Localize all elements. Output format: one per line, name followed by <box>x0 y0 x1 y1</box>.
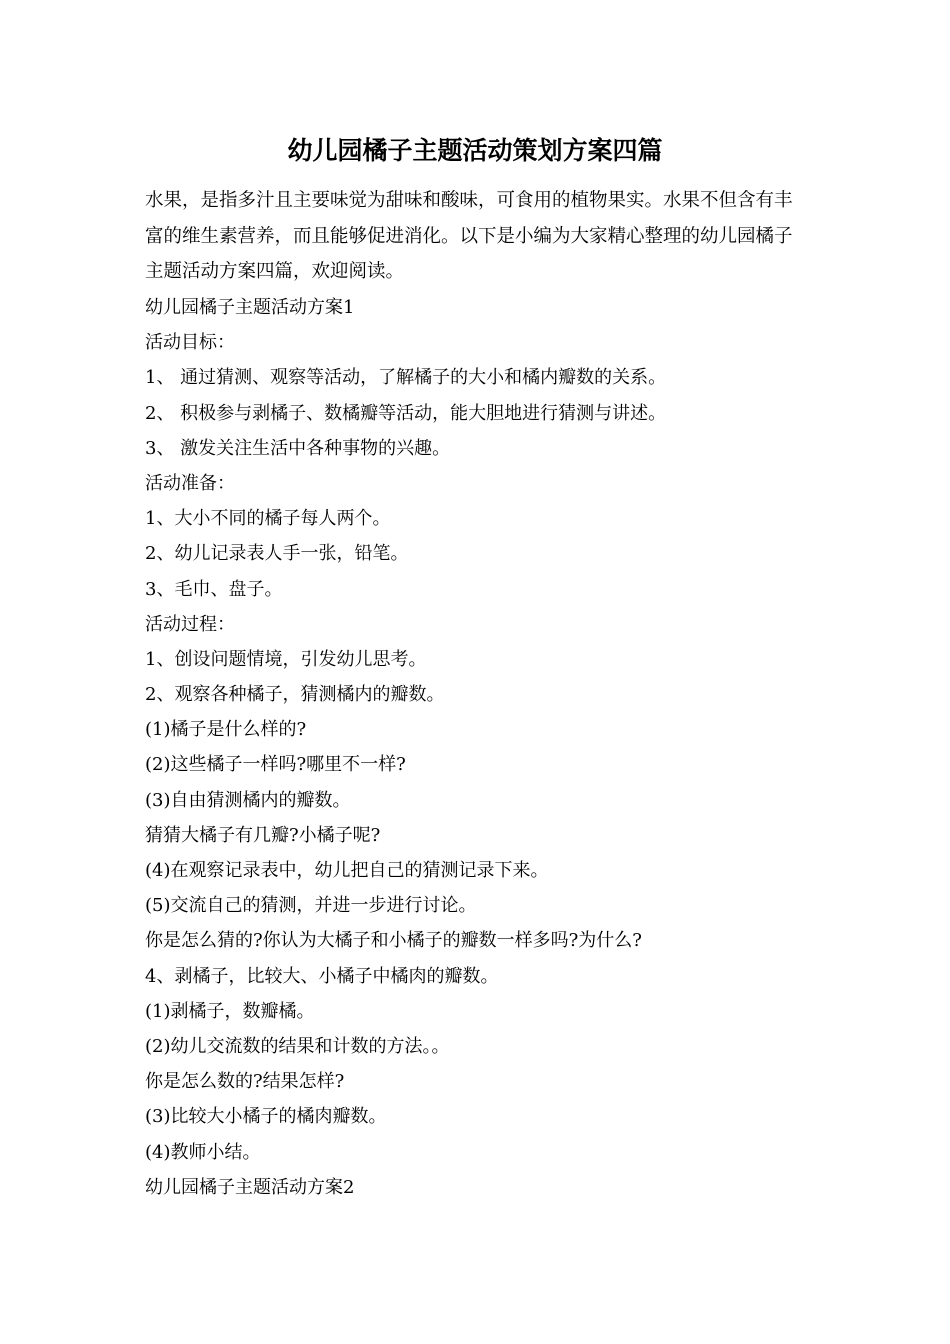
body-line: 3、 激发关注生活中各种事物的兴趣。 <box>145 437 451 459</box>
body-line: (5)交流自己的猜测，并进一步进行讨论。 <box>145 895 477 917</box>
body-line: (4)教师小结。 <box>145 1141 261 1163</box>
body-line: (2)幼儿交流数的结果和计数的方法。。 <box>145 1035 450 1057</box>
intro-paragraph: 水果，是指多汁且主要味觉为甜味和酸味，可食用的植物果实。水果不但含有丰富的维生素营养，而且能够促进消化。以下是小编为大家精心整理的幼儿园橘子主题活动方案四篇，欢迎阅读。 <box>145 190 793 282</box>
body-line: (4)在观察记录表中，幼儿把自己的猜测记录下来。 <box>145 860 549 881</box>
body-line: (1)橘子是什么样的? <box>145 719 307 741</box>
body-lines <box>145 290 825 1205</box>
section-heading-1: 幼儿园橘子主题活动方案1 <box>145 297 355 318</box>
body-line: (1)剥橘子，数瓣橘。 <box>145 1000 315 1022</box>
body-line: 1、创设问题情境，引发幼儿思考。 <box>145 648 427 670</box>
body-line: (3)比较大小橘子的橘肉瓣数。 <box>145 1106 387 1128</box>
body-line: 猜猜大橘子有几瓣?小橘子呢? <box>145 824 381 846</box>
body-line: 4、剥橘子，比较大、小橘子中橘肉的瓣数。 <box>145 965 499 987</box>
document-title: 幼儿园橘子主题活动策划方案四篇 <box>287 136 663 165</box>
section-heading-2: 幼儿园橘子主题活动方案2 <box>145 1176 355 1198</box>
body-line: 你是怎么数的?结果怎样? <box>145 1071 345 1093</box>
body-line: 2、 积极参与剥橘子、数橘瓣等活动，能大胆地进行猜测与讲述。 <box>145 402 667 424</box>
preparation-heading: 活动准备： <box>145 472 235 494</box>
body-line: (2)这些橘子一样吗?哪里不一样? <box>145 754 406 776</box>
body-line: 2、观察各种橘子，猜测橘内的瓣数。 <box>145 684 445 706</box>
body-line: 2、幼儿记录表人手一张，铅笔。 <box>145 543 409 565</box>
body-line: 1、大小不同的橘子每人两个。 <box>145 508 391 530</box>
process-heading: 活动过程： <box>145 613 235 635</box>
body-line: 3、毛巾、盘子。 <box>145 578 283 600</box>
body-line: (3)自由猜测橘内的瓣数。 <box>145 789 351 811</box>
goals-heading: 活动目标： <box>145 332 235 354</box>
body-line: 1、 通过猜测、观察等活动，了解橘子的大小和橘内瓣数的关系。 <box>145 367 667 389</box>
body-line: 你是怎么猜的?你认为大橘子和小橘子的瓣数一样多吗?为什么? <box>145 930 642 952</box>
